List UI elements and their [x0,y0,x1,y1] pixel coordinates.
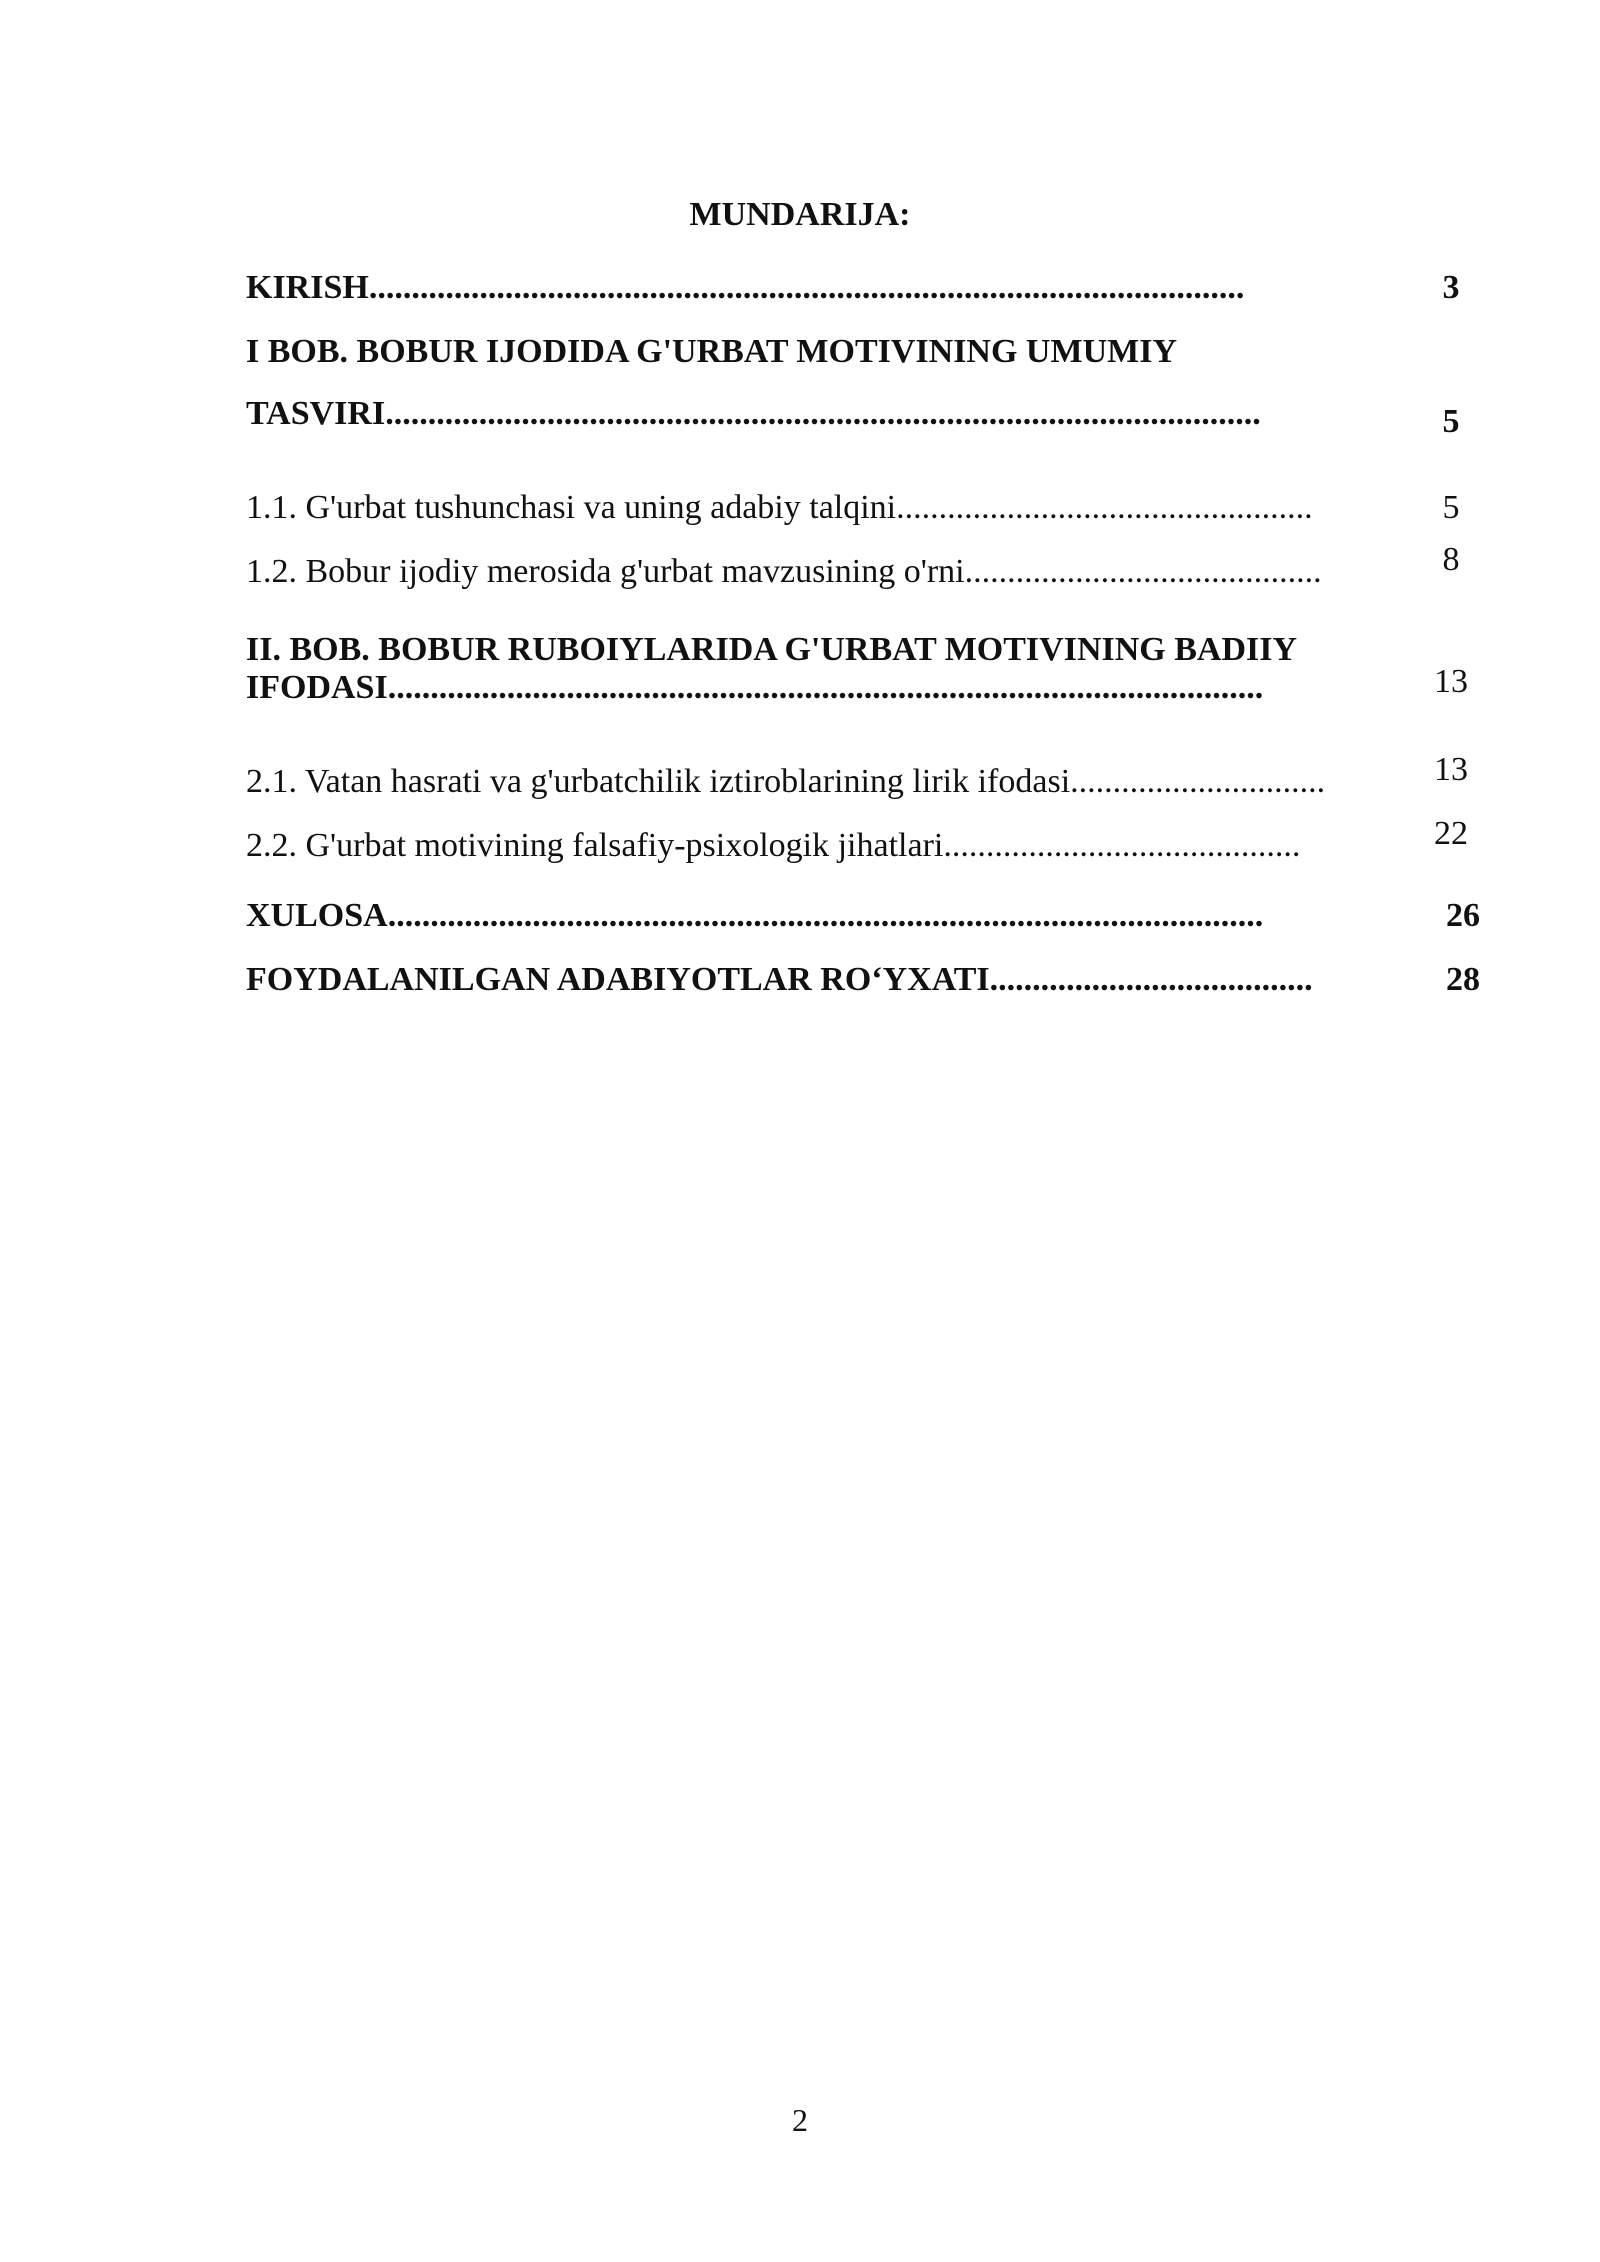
toc-entry-page: 5 [1442,403,1460,440]
toc-entry-2-1[interactable] [246,751,1486,806]
toc-entry-chapter-1[interactable] [246,332,1486,440]
toc-title: MUNDARIJA: [689,196,911,233]
toc-entry-text: 2.2. G'urbat motivining falsafiy-psixologik jihatlari.......................................... [246,827,1301,864]
toc-entry-adabiyotlar[interactable] [246,960,1486,1004]
toc-entry-page: 3 [1442,269,1460,306]
toc-entry-text: KIRISH....................................................................................................... [246,269,1245,306]
toc-entry-page: 26 [1446,897,1480,934]
toc-chapter-heading: II. BOB. BOBUR RUBOIYLARIDA G'URBAT MOTIVINING BADIIY [246,631,1298,668]
toc-entry-text: 1.2. Bobur ijodiy merosida g'urbat mavzusining o'rni.......................................... [246,553,1322,590]
toc-entry-text: 1.1. G'urbat tushunchasi va uning adabiy talqini................................................. [246,489,1313,526]
toc-entry-page: 5 [1442,489,1460,526]
toc-entry-xulosa[interactable] [246,896,1486,940]
toc-entry-2-2[interactable] [246,815,1486,870]
toc-entry-1-1[interactable] [246,488,1486,532]
toc-entry-page: 22 [1434,815,1468,852]
toc-entry-page: 28 [1446,961,1480,998]
toc-entry-text: 2.1. Vatan hasrati va g'urbatchilik iztiroblarining lirik ifodasi.............................. [246,763,1326,800]
toc-entry-1-2[interactable] [246,541,1486,596]
page-number: 2 [792,2102,808,2138]
toc-entry-kirish[interactable] [246,268,1486,312]
toc-entry-page: 13 [1434,663,1468,700]
toc-entry-text: FOYDALANILGAN ADABIYOTLAR RO‘YXATI...................................... [246,961,1313,998]
toc-entry-chapter-2[interactable] [246,630,1486,710]
toc-entry-page: 13 [1434,751,1468,788]
toc-entry-text: TASVIRI....................................................................................................... [246,395,1261,432]
toc-entry-text: XULOSA....................................................................................................... [246,897,1264,934]
toc-entry-page: 8 [1442,541,1460,578]
toc-chapter-heading: I BOB. BOBUR IJODIDA G'URBAT MOTIVINING UMUMIY [246,333,1177,370]
toc-entry-text: IFODASI....................................................................................................... [246,669,1264,706]
